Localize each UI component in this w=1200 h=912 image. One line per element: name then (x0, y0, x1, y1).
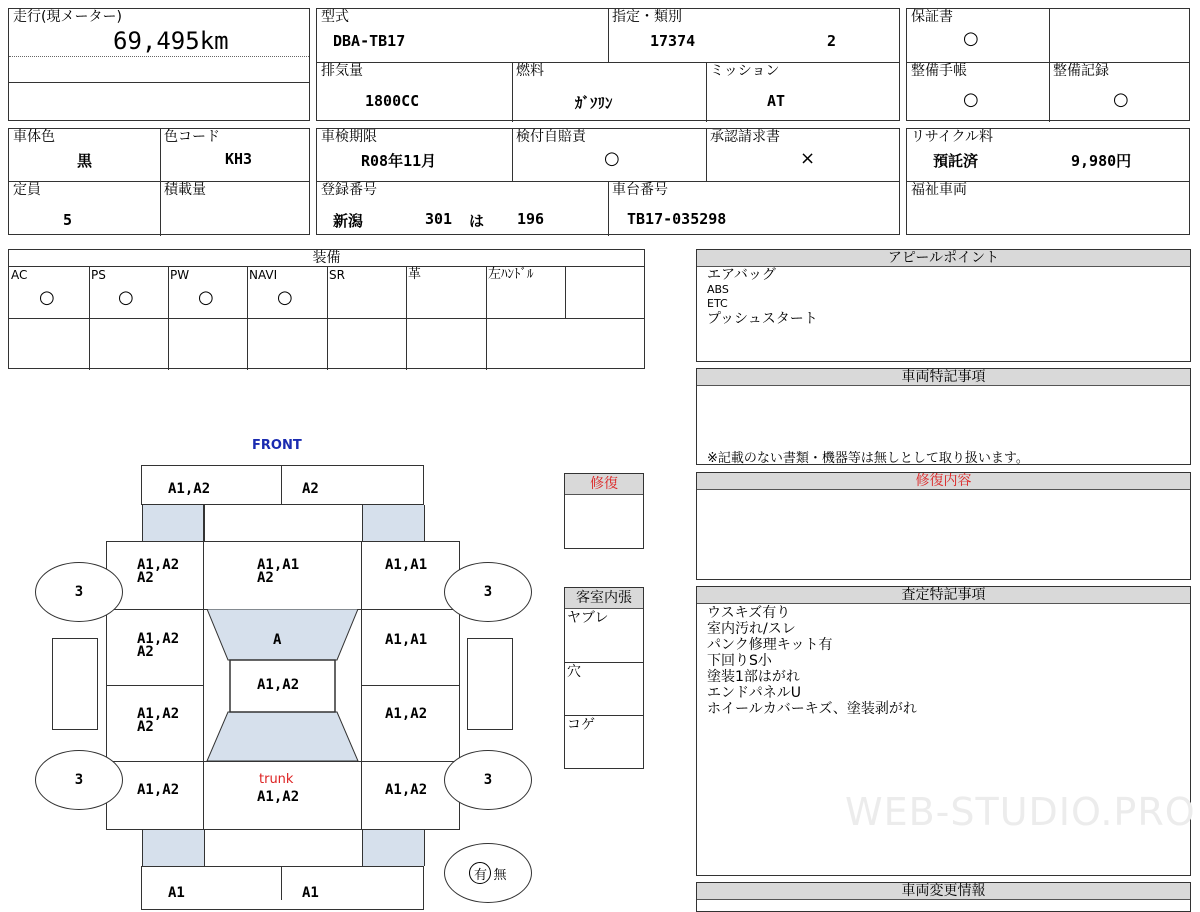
hood-value-2: A2 (257, 570, 274, 586)
roof-value: A1,A2 (257, 677, 300, 693)
change-info-panel (696, 882, 1191, 912)
appeal-line: ABS (707, 283, 729, 296)
spare-tire-indicator (444, 843, 532, 903)
inspection-label: 車検期限 (321, 129, 377, 145)
inspection-value: R08年11月 (361, 152, 437, 170)
chassis-label: 車台番号 (612, 182, 668, 198)
appeal-panel (696, 249, 1191, 362)
registration-number: 196 (517, 210, 545, 228)
interior-row-tear: ヤブレ (567, 610, 609, 626)
trunk-value: A1,A2 (257, 789, 300, 805)
load-label: 積載量 (164, 182, 206, 198)
side-step-right (467, 638, 513, 730)
interior-box (564, 587, 644, 769)
equip-ps-label: PS (91, 268, 106, 282)
equip-pw-mark: ○ (198, 287, 214, 308)
mileage-label: 走行(現メーター) (13, 9, 122, 25)
equip-leather-label: 革 (408, 267, 422, 282)
color-code-label: 色コード (164, 129, 220, 145)
door-rl-value-2: A2 (137, 719, 154, 735)
trunk-label: trunk (259, 772, 294, 787)
maintenance-record-label: 整備記録 (1053, 63, 1109, 79)
car-diagram (0, 0, 560, 900)
door-rr-value: A1,A2 (385, 706, 428, 722)
repair-details-title: 修復内容 (697, 473, 1190, 490)
equip-ps-mark: ○ (118, 287, 134, 308)
maintenance-book-label: 整備手帳 (911, 63, 967, 79)
registration-region: 新潟 (333, 212, 364, 230)
tire-front-left: 3 (35, 562, 123, 622)
door-fr-value: A1,A1 (385, 632, 428, 648)
vehicle-notes-title: 車両特記事項 (697, 369, 1190, 386)
mission-label: ミッション (710, 63, 780, 79)
approval-label: 承認請求書 (710, 129, 780, 145)
registration-kana: は (469, 212, 485, 230)
color-code-value: KH3 (225, 150, 253, 168)
interior-row-hole: 穴 (567, 664, 581, 680)
fuel-value: ｶﾞｿﾘﾝ (575, 94, 613, 112)
body-color-label: 車体色 (13, 129, 55, 145)
windshield-value: A (273, 632, 282, 648)
equip-ac-label: AC (11, 268, 28, 282)
repair-details-panel (696, 472, 1191, 580)
appeal-line: ETC (707, 297, 728, 310)
assessment-line: エンドパネルU (707, 685, 801, 701)
model-label: 型式 (321, 9, 349, 25)
approval-mark: × (800, 148, 816, 169)
chassis-value: TB17-035298 (627, 210, 727, 228)
appeal-line: プッシュスタート (707, 311, 818, 327)
change-info-title: 車両変更情報 (697, 883, 1190, 900)
displacement-value: 1800CC (365, 92, 420, 110)
equip-sr-label: SR (329, 268, 345, 282)
assessment-line: 室内汚れ/スレ (707, 621, 796, 637)
vehicle-notes-panel (696, 368, 1191, 465)
warranty-label: 保証書 (911, 9, 953, 25)
equip-navi-label: NAVI (249, 268, 278, 282)
capacity-value: 5 (63, 211, 73, 229)
assessment-line: パンク修理キット有 (707, 637, 833, 653)
appeal-title: アピールポイント (697, 250, 1190, 267)
front-label: FRONT (252, 438, 302, 453)
door-fl-value: A1,A2 (137, 631, 180, 647)
recycle-status: 預託済 (933, 152, 979, 170)
door-fl-value-2: A2 (137, 644, 154, 660)
fender-right-value: A1,A1 (385, 557, 428, 573)
watermark: WEB-STUDIO.PRO (845, 790, 1196, 834)
designation-value-2: 2 (827, 32, 837, 50)
equip-lhd-label: 左ﾊﾝﾄﾞﾙ (488, 267, 534, 282)
repair-box (564, 473, 644, 549)
equip-navi-mark: ○ (277, 287, 293, 308)
tire-rear-left: 3 (35, 750, 123, 810)
interior-row-burn: コゲ (567, 717, 595, 733)
welfare-label: 福祉車両 (911, 182, 967, 198)
rear-left-value: A1 (168, 885, 185, 901)
fuel-label: 燃料 (516, 63, 544, 79)
assessment-line: 塗装1部はがれ (707, 669, 800, 685)
fender-left-value: A1,A2 (137, 557, 180, 573)
front-left-value: A1,A2 (168, 481, 211, 497)
spare-yes-mark: 有 (469, 862, 491, 884)
equipment-title: 装備 (9, 250, 644, 267)
warranty-mark: ○ (963, 28, 979, 49)
assessment-line: ウスキズ有り (707, 605, 791, 621)
quarter-right-value: A1,A2 (385, 782, 428, 798)
door-rl-value: A1,A2 (137, 706, 180, 722)
side-step-left (52, 638, 98, 730)
equip-ac-mark: ○ (39, 287, 55, 308)
insurance-mark: ○ (604, 148, 620, 169)
body-color-value: 黒 (77, 152, 93, 170)
appeal-line: エアバッグ (707, 267, 776, 283)
documents-box (906, 8, 1190, 121)
interior-title: 客室内張 (565, 588, 643, 609)
rear-right-value: A1 (302, 885, 319, 901)
equip-pw-label: PW (170, 268, 190, 282)
mileage-value: 69,495km (113, 27, 229, 55)
assessment-line: ホイールカバーキズ、塗装剥がれ (707, 701, 917, 717)
repair-title: 修復 (565, 474, 643, 495)
model-value: DBA-TB17 (333, 32, 406, 50)
displacement-label: 排気量 (321, 63, 363, 79)
front-right-value: A2 (302, 481, 319, 497)
capacity-label: 定員 (13, 182, 41, 198)
registration-label: 登録番号 (321, 182, 377, 198)
assessment-title: 査定特記事項 (697, 587, 1190, 604)
recycle-label: リサイクル料 (911, 129, 994, 145)
spare-no-label: 無 (493, 867, 507, 883)
designation-value-1: 17374 (650, 32, 696, 50)
maintenance-record-mark: ○ (1113, 89, 1129, 110)
assessment-line: 下回りS小 (707, 653, 772, 669)
vehicle-notes-text: ※記載のない書類・機器等は無しとして取り扱います。 (707, 451, 1029, 466)
tire-rear-right: 3 (444, 750, 532, 810)
maintenance-book-mark: ○ (963, 89, 979, 110)
mission-value: AT (767, 92, 786, 110)
hood-value: A1,A1 (257, 557, 300, 573)
quarter-left-value: A1,A2 (137, 782, 180, 798)
recycle-box (906, 128, 1190, 235)
registration-class: 301 (425, 210, 453, 228)
tire-front-right: 3 (444, 562, 532, 622)
fender-left-value-2: A2 (137, 570, 154, 586)
designation-label: 指定・類別 (612, 9, 682, 25)
recycle-amount: 9,980円 (1071, 152, 1132, 170)
insurance-label: 検付自賠責 (516, 129, 586, 145)
